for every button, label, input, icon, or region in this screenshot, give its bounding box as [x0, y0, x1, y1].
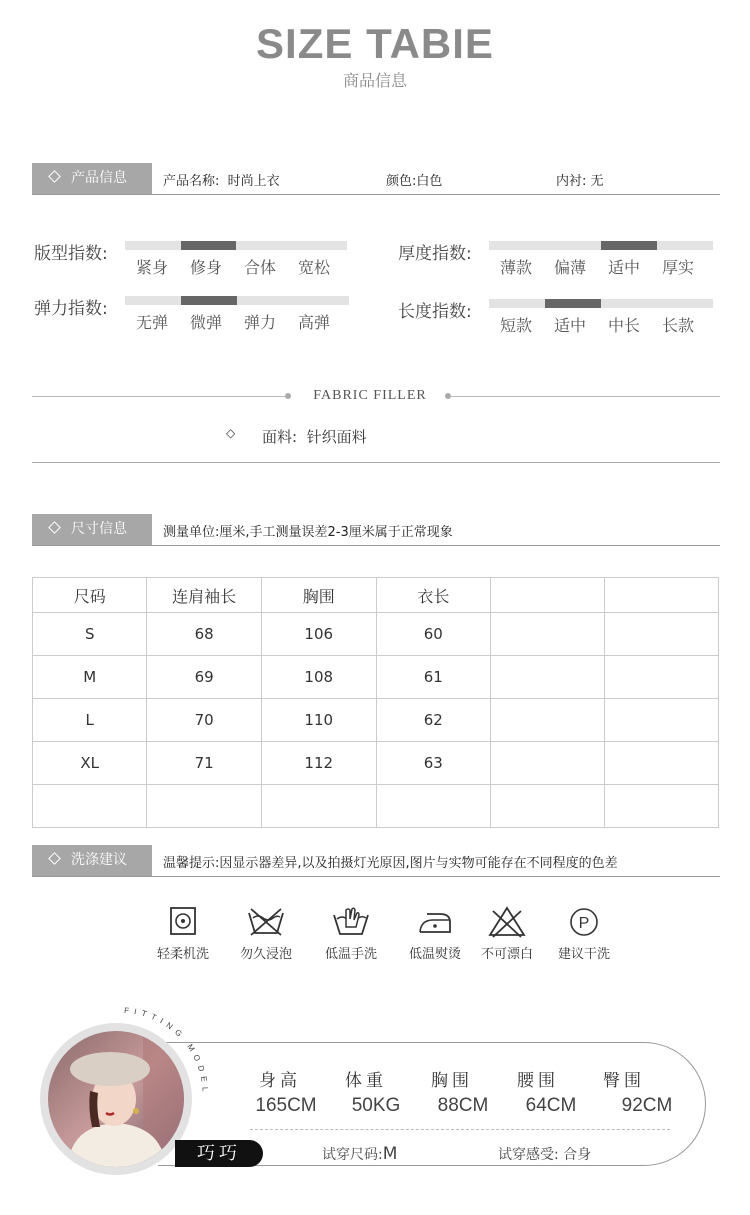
- model-name-badge: 巧巧: [175, 1140, 263, 1167]
- length-option: 长款: [661, 316, 694, 335]
- table-cell: M: [33, 656, 147, 699]
- table-row: [33, 613, 719, 656]
- care-label: 勿久浸泡: [239, 947, 292, 962]
- length-index-options: [489, 313, 705, 336]
- care-label: 不可漂白: [480, 947, 533, 962]
- measure-header: 腰围: [517, 1071, 559, 1091]
- fit-index-options: [125, 255, 341, 278]
- measure-value: 50KG: [351, 1095, 401, 1116]
- fit-option: 紧身: [135, 258, 168, 277]
- table-cell: [33, 785, 147, 828]
- fabric-heading: FABRIC FILLER: [313, 388, 427, 403]
- svg-text:P: P: [578, 915, 590, 932]
- table-cell: [604, 699, 718, 742]
- diamond-icon: ◇: [226, 426, 236, 440]
- elasticity-index-fill: [181, 296, 237, 305]
- column-header: [491, 578, 605, 613]
- size-info-tag: 尺寸信息: [32, 514, 152, 545]
- product-name: 产品名称: 时尚上衣: [163, 174, 280, 189]
- product-info-bar: [32, 163, 720, 195]
- divider: [250, 1129, 670, 1130]
- thickness-index-label: 厚度指数:: [398, 244, 472, 264]
- table-row: [33, 742, 719, 785]
- length-index-fill: [545, 299, 601, 308]
- diamond-icon: [48, 170, 61, 183]
- fit-index-fill: [181, 241, 237, 250]
- table-cell: [491, 742, 605, 785]
- table-cell: [604, 742, 718, 785]
- table-cell: [604, 656, 718, 699]
- length-index-track: [489, 299, 713, 308]
- care-label: 低温手洗: [324, 947, 377, 962]
- elasticity-option: 高弹: [297, 313, 330, 332]
- no-bleach-icon: [487, 905, 527, 939]
- table-cell: [491, 785, 605, 828]
- thickness-option: 薄款: [499, 258, 532, 277]
- measure-value: 165CM: [255, 1095, 317, 1116]
- measure-header: 胸围: [431, 1071, 473, 1091]
- table-cell: 62: [376, 699, 490, 742]
- size-note: 测量单位:厘米,手工测量误差2-3厘米属于正常现象: [163, 525, 453, 540]
- thickness-index-options: [489, 255, 705, 278]
- no-soak-icon: [246, 905, 286, 939]
- care-label: 低温熨烫: [408, 947, 461, 962]
- model-measure-headers: [240, 1066, 664, 1091]
- care-label: 建议干洗: [557, 947, 610, 962]
- column-header: [604, 578, 718, 613]
- care-bar: [32, 845, 720, 877]
- care-label: 轻柔机洗: [156, 947, 209, 962]
- table-row: [33, 699, 719, 742]
- table-cell: 61: [376, 656, 490, 699]
- table-cell: 110: [261, 699, 376, 742]
- table-cell: [147, 785, 261, 828]
- measure-value: 64CM: [525, 1095, 577, 1116]
- dry-clean-icon: [564, 905, 604, 939]
- measure-header: 臀围: [603, 1071, 645, 1091]
- thickness-index-track: [489, 241, 713, 250]
- care-item: [395, 905, 475, 962]
- product-color: 颜色:白色: [386, 174, 443, 189]
- table-cell: [261, 785, 376, 828]
- table-cell: 112: [261, 742, 376, 785]
- measure-value: 92CM: [621, 1095, 673, 1116]
- diamond-icon: [48, 852, 61, 865]
- fabric-line: 面料: 针织面料: [262, 428, 367, 446]
- table-row: [33, 785, 719, 828]
- measure-value: 88CM: [437, 1095, 489, 1116]
- elasticity-option: 无弹: [135, 313, 168, 332]
- elasticity-index-label: 弹力指数:: [34, 299, 108, 319]
- measure-header: 体重: [345, 1071, 387, 1091]
- thickness-index-fill: [601, 241, 657, 250]
- elasticity-index-track: [125, 296, 349, 305]
- column-header: 尺码: [33, 578, 147, 613]
- care-tag: 洗涤建议: [32, 845, 152, 876]
- table-cell: [604, 785, 718, 828]
- divider-dot: [285, 393, 291, 399]
- product-lining: 内衬: 无: [556, 174, 604, 189]
- fit-option: 宽松: [297, 258, 330, 277]
- gentle-machine-wash-icon: [163, 905, 203, 939]
- elasticity-index-options: [125, 310, 341, 333]
- page-subtitle: 商品信息: [342, 71, 407, 90]
- divider: [450, 396, 720, 397]
- fit-option: 修身: [189, 258, 222, 277]
- thickness-option: 厚实: [661, 258, 694, 277]
- care-item: [143, 905, 223, 962]
- table-cell: [376, 785, 490, 828]
- fit-index-label: 版型指数:: [34, 244, 108, 264]
- avatar: [48, 1031, 184, 1167]
- column-header: 连肩袖长: [147, 578, 261, 613]
- care-item: [467, 905, 547, 962]
- table-cell: [491, 699, 605, 742]
- table-cell: L: [33, 699, 147, 742]
- table-cell: 71: [147, 742, 261, 785]
- column-header: 衣长: [376, 578, 490, 613]
- size-info-bar: [32, 514, 720, 546]
- length-option: 中长: [607, 316, 640, 335]
- size-table: [32, 577, 719, 828]
- table-cell: [604, 613, 718, 656]
- length-index-label: 长度指数:: [398, 302, 472, 322]
- table-cell: 63: [376, 742, 490, 785]
- table-cell: [491, 613, 605, 656]
- table-cell: 70: [147, 699, 261, 742]
- care-note: 温馨提示:因显示器差异,以及拍摄灯光原因,图片与实物可能存在不同程度的色差: [163, 856, 618, 871]
- page-title: SIZE TABIE: [256, 20, 494, 67]
- care-item: [226, 905, 306, 962]
- model-trial-size: 试穿尺码:M: [322, 1144, 398, 1164]
- care-item: [311, 905, 391, 962]
- table-cell: XL: [33, 742, 147, 785]
- table-cell: 106: [261, 613, 376, 656]
- svg-text:FITTING MODEL: FITTING MODEL: [123, 1005, 210, 1097]
- divider: [32, 396, 287, 397]
- table-cell: 108: [261, 656, 376, 699]
- diamond-icon: [48, 521, 61, 534]
- elasticity-option: 弹力: [243, 313, 276, 332]
- table-header-row: [33, 578, 719, 613]
- thickness-option: 偏薄: [553, 258, 586, 277]
- model-measure-values: [235, 1095, 703, 1117]
- table-cell: 60: [376, 613, 490, 656]
- table-cell: [491, 656, 605, 699]
- product-info-tag: 产品信息: [32, 163, 152, 194]
- table-cell: S: [33, 613, 147, 656]
- table-cell: 68: [147, 613, 261, 656]
- low-iron-icon: [415, 905, 455, 939]
- model-trial-feel: 试穿感受: 合身: [498, 1147, 592, 1163]
- care-item: [544, 905, 624, 962]
- measure-header: 身高: [259, 1071, 301, 1091]
- fit-index-track: [125, 241, 347, 250]
- length-option: 短款: [499, 316, 532, 335]
- column-header: 胸围: [261, 578, 376, 613]
- hand-wash-icon: [331, 905, 371, 939]
- fit-option: 合体: [243, 258, 276, 277]
- divider: [32, 462, 720, 463]
- length-option: 适中: [553, 316, 586, 335]
- table-row: [33, 656, 719, 699]
- elasticity-option: 微弹: [189, 313, 222, 332]
- thickness-option: 适中: [607, 258, 640, 277]
- table-cell: 69: [147, 656, 261, 699]
